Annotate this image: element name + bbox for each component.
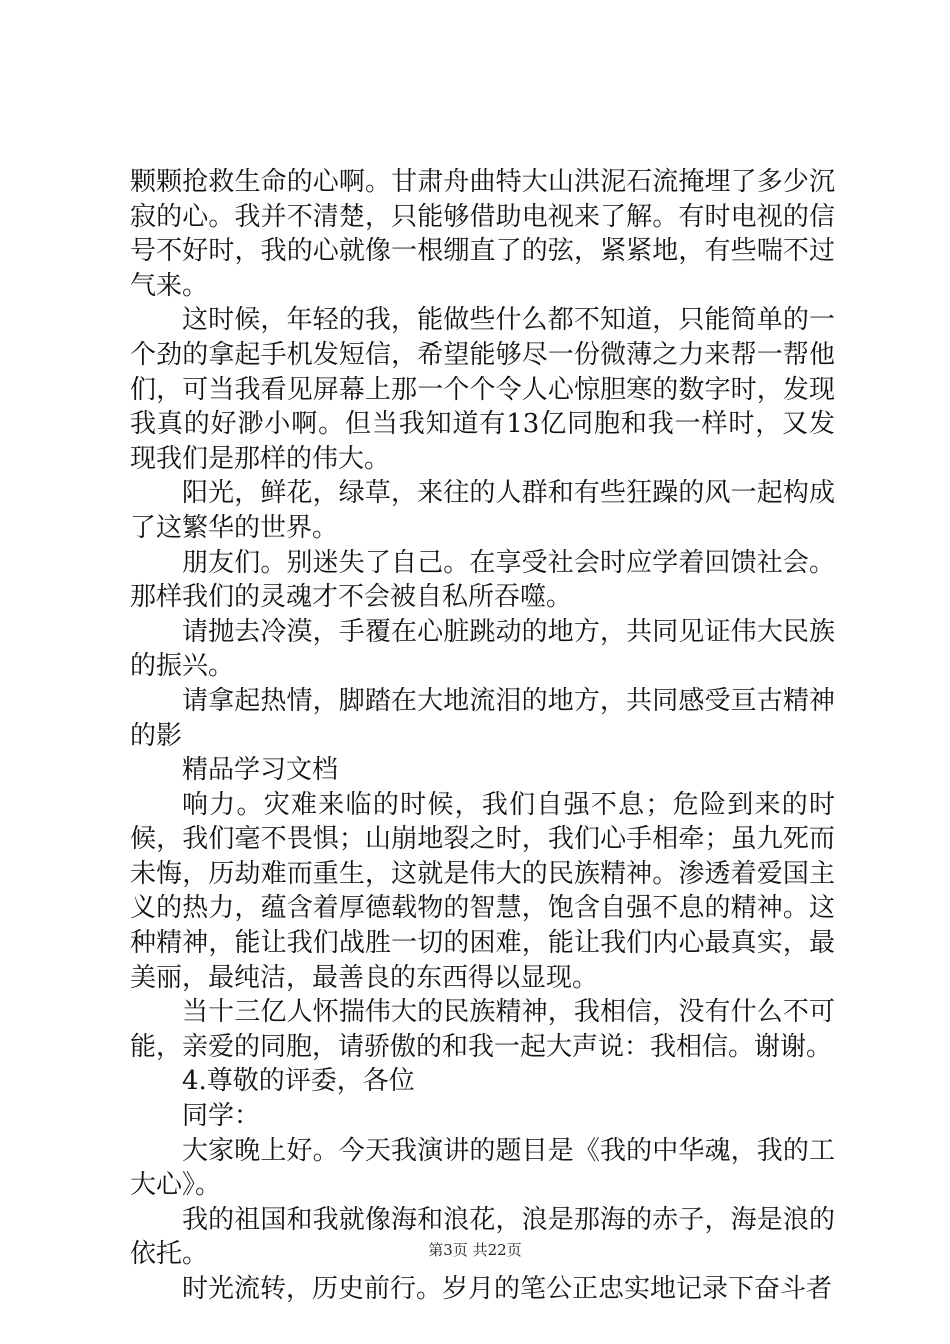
body-text bbox=[130, 165, 835, 1307]
paragraph: 这时候，年轻的我，能做些什么都不知道，只能简单的一个劲的拿起手机发短信，希望能够尽一份微薄之力来帮一帮他们，可当我看见屏幕上那一个个令人心惊胆寒的数字时，发现我真的好渺小啊。但当我知道有13亿同胞和我一样时，又发现我们是那样的伟大。 bbox=[130, 305, 835, 474]
paragraph: 大家晚上好。今天我演讲的题目是《我的中华魂，我的工大心》。 bbox=[130, 1135, 835, 1201]
document-watermark-line: 精品学习文档 bbox=[182, 755, 339, 786]
page-number-footer: 第3页 共22页 bbox=[428, 1241, 522, 1259]
paragraph: 时光流转，历史前行。岁月的笔公正忠实地记录下奋斗者 bbox=[182, 1274, 833, 1304]
paragraph: 颗颗抢救生命的心啊。甘肃舟曲特大山洪泥石流掩埋了多少沉寂的心。我并不清楚，只能够借助电视来了解。有时电视的信号不好时，我的心就像一根绷直了的弦，紧紧地，有些喘不过气来。 bbox=[130, 167, 835, 301]
paragraph: 我的祖国和我就像海和浪花，浪是那海的赤子，海是浪的依托。 bbox=[130, 1204, 835, 1270]
paragraph: 阳光，鲜花，绿草，来往的人群和有些狂躁的风一起构成了这繁华的世界。 bbox=[130, 478, 835, 543]
paragraph: 请抛去冷漠，手覆在心脏跳动的地方，共同见证伟大民族的振兴。 bbox=[130, 616, 835, 682]
paragraph: 响力。灾难来临的时候，我们自强不息；危险到来的时候，我们毫不畏惧；山崩地裂之时，我们心手相牵；虽九死而未悔，历劫难而重生，这就是伟大的民族精神。渗透着爱国主义的热力，蕴含着厚德载物的智慧，饱含自强不息的精神。这种精神，能让我们战胜一切的困难，能让我们内心最真实，最美丽，最纯洁，最善良的东西得以显现。 bbox=[130, 789, 835, 993]
speech-heading: 4.尊敬的评委，各位 bbox=[182, 1066, 415, 1097]
paragraph: 当十三亿人怀揣伟大的民族精神，我相信，没有什么不可能，亲爱的同胞，请骄傲的和我一起大声说：我相信。谢谢。 bbox=[130, 997, 835, 1062]
paragraph: 朋友们。别迷失了自己。在享受社会时应学着回馈社会。那样我们的灵魂才不会被自私所吞噬。 bbox=[130, 547, 835, 613]
paragraph: 请拿起热情，脚踏在大地流泪的地方，共同感受亘古精神的影 bbox=[130, 685, 835, 751]
salutation: 同学： bbox=[182, 1101, 261, 1132]
